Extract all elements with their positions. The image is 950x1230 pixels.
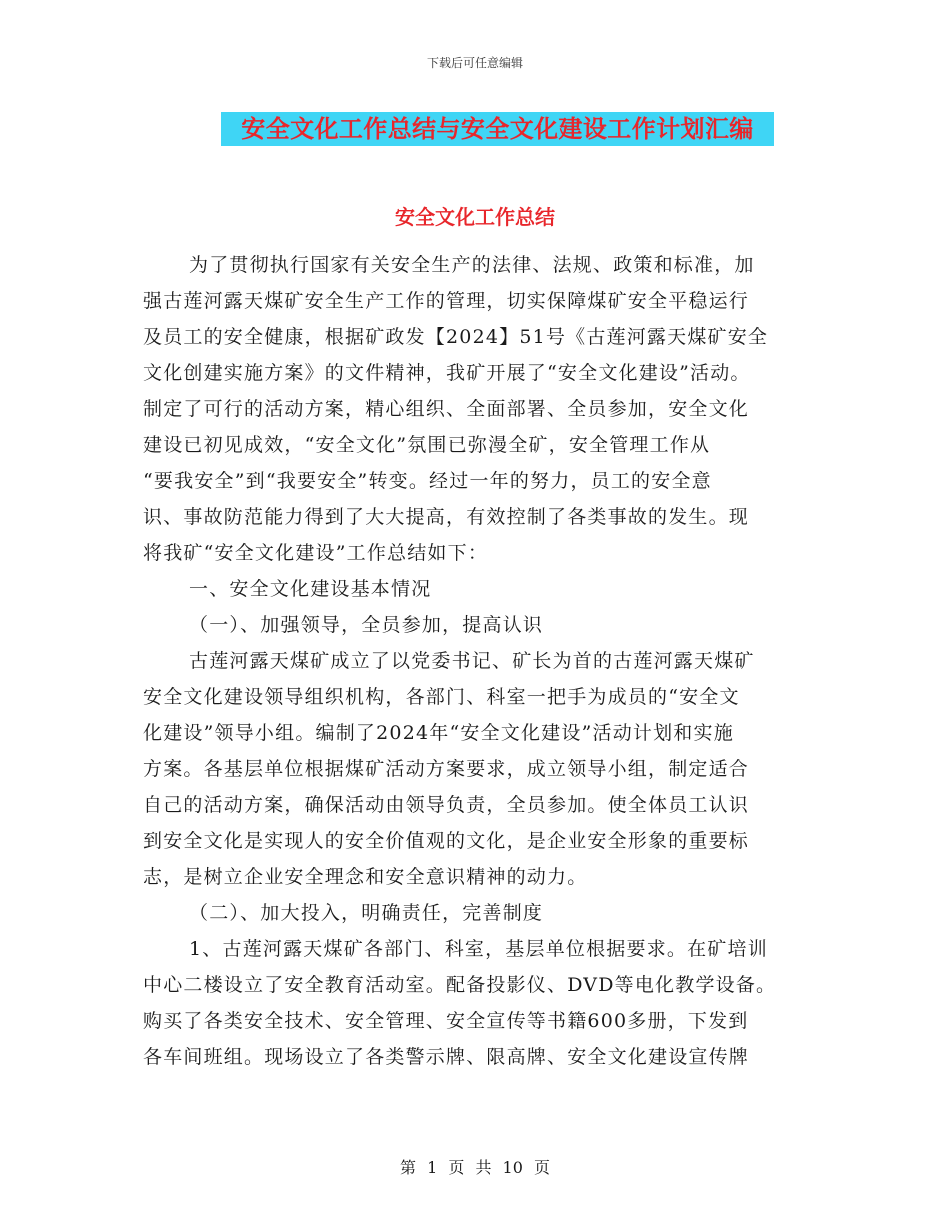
body-line: 志，是树立企业安全理念和安全意识精神的动力。: [143, 866, 588, 888]
document-title: 安全文化工作总结与安全文化建设工作计划汇编: [221, 112, 774, 146]
body-line: 文化创建实施方案》的文件精神，我矿开展了“安全文化建设”活动。: [143, 362, 751, 384]
body-line: 为了贯彻执行国家有关安全生产的法律、法规、政策和标准，加: [189, 254, 755, 276]
body-heading: 一、安全文化建设基本情况: [189, 578, 432, 600]
body-line: 及员工的安全健康，根据矿政发【2024】51号《古莲河露天煤矿安全: [143, 326, 769, 348]
section-title: 安全文化工作总结: [395, 205, 555, 229]
body-line: 识、事故防范能力得到了大大提高，有效控制了各类事故的发生。现: [143, 506, 750, 528]
body-line: 购买了各类安全技术、安全管理、安全宣传等书籍600多册，下发到: [143, 1010, 749, 1032]
body-line: “要我安全”到“我要安全”转变。经过一年的努力，员工的安全意: [143, 470, 712, 492]
body-line: 建设已初见成效，“安全文化”氛围已弥漫全矿，安全管理工作从: [143, 434, 711, 456]
body-line: 强古莲河露天煤矿安全生产工作的管理，切实保障煤矿安全平稳运行: [143, 290, 750, 312]
body-line: 将我矿“安全文化建设”工作总结如下：: [143, 542, 489, 564]
body-line: 到安全文化是实现人的安全价值观的文化，是企业安全形象的重要标: [143, 830, 750, 852]
body-subheading: （一）、加强领导，全员参加，提高认识: [189, 614, 544, 636]
body-line: 1、古莲河露天煤矿各部门、科室，基层单位根据要求。在矿培训: [189, 938, 768, 960]
body-subheading: （二）、加大投入，明确责任，完善制度: [189, 902, 544, 924]
body-line: 安全文化建设领导组织机构，各部门、科室一把手为成员的“安全文: [143, 686, 740, 708]
body-line: 方案。各基层单位根据煤矿活动方案要求，成立领导小组，制定适合: [143, 758, 750, 780]
body-line: 古莲河露天煤矿成立了以党委书记、矿长为首的古莲河露天煤矿: [189, 650, 755, 672]
body-line: 自己的活动方案，确保活动由领导负责，全员参加。使全体员工认识: [143, 794, 750, 816]
body-line: 化建设”领导小组。编制了2024年“安全文化建设”活动计划和实施: [143, 722, 734, 744]
body-line: 制定了可行的活动方案，精心组织、全面部署、全员参加，安全文化: [143, 398, 750, 420]
header-note: 下载后可任意编辑: [426, 56, 523, 70]
body-line: 中心二楼设立了安全教育活动室。配备投影仪、DVD等电化教学设备。: [143, 974, 777, 996]
page-number: 第 1 页 共 10 页: [400, 1158, 550, 1177]
body-line: 各车间班组。现场设立了各类警示牌、限高牌、安全文化建设宣传牌: [143, 1046, 750, 1068]
